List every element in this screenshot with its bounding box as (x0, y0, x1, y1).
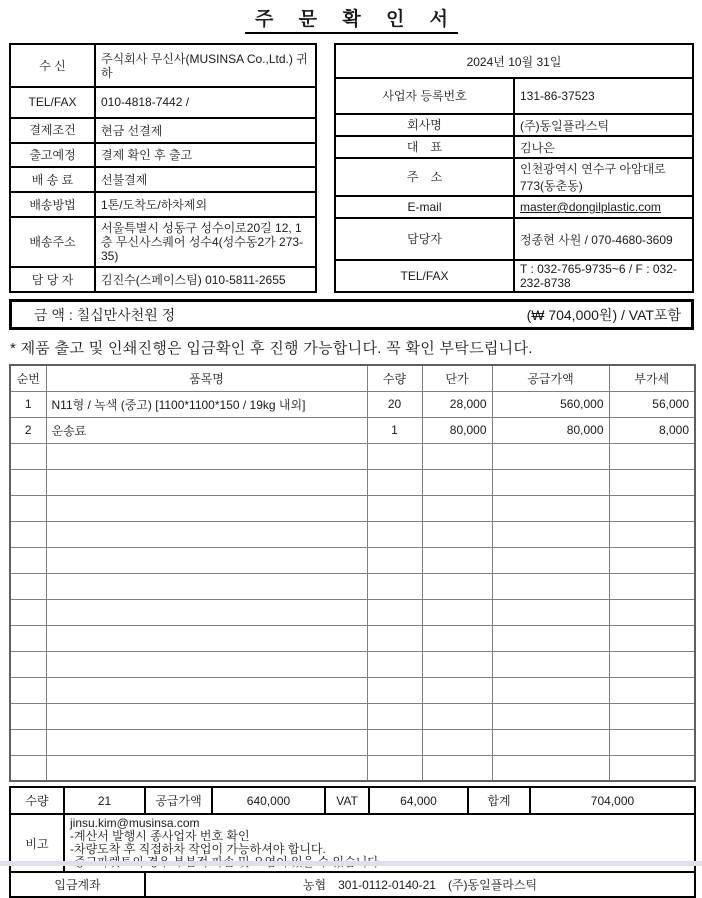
table-row (335, 44, 693, 78)
item-row-empty (10, 755, 695, 781)
empty-cell (492, 521, 609, 547)
empty-cell (422, 625, 492, 651)
summary-qty-value: 21 (64, 787, 145, 814)
summary-supply-value: 640,000 (212, 787, 325, 814)
empty-cell (492, 703, 609, 729)
empty-cell (10, 677, 46, 703)
empty-cell (609, 443, 695, 469)
shipping-schedule-value: 결제 확인 후 출고 (95, 143, 316, 168)
table-row (10, 118, 316, 143)
business-number-value: 131-86-37523 (514, 78, 693, 114)
items-tbody (10, 391, 695, 781)
empty-cell (367, 547, 422, 573)
empty-cell (10, 729, 46, 755)
item-row (10, 391, 695, 417)
shipping-fee-value: 선불결제 (95, 167, 316, 192)
recipient-info-table (9, 43, 317, 293)
empty-cell (367, 599, 422, 625)
amount-numeric: (₩ 704,000원) / VAT포함 (526, 306, 681, 323)
empty-cell (46, 755, 367, 781)
table-row (10, 44, 316, 87)
column-header-qty: 수량 (367, 365, 422, 391)
empty-cell (46, 443, 367, 469)
field-label: TEL/FAX (335, 260, 514, 292)
header-info-section (9, 43, 694, 293)
empty-cell (10, 547, 46, 573)
recipient-name-value: 주식회사 무신사(MUSINSA Co.,Ltd.) 귀하 (95, 44, 316, 87)
remarks-label: 비고 (10, 814, 64, 872)
empty-cell (422, 729, 492, 755)
field-label: 결제조건 (10, 118, 95, 143)
bottom-edge-strip (0, 861, 702, 866)
field-label: 출고예정 (10, 143, 95, 168)
empty-cell (10, 573, 46, 599)
item-name: N11형 / 녹색 (중고) [1100*1100*150 / 19kg 내외] (46, 391, 367, 417)
summary-total-label: 합계 (468, 787, 530, 814)
empty-cell (10, 599, 46, 625)
empty-cell (609, 729, 695, 755)
empty-cell (422, 755, 492, 781)
table-row (335, 260, 693, 292)
empty-cell (367, 755, 422, 781)
summary-qty-label: 수량 (10, 787, 64, 814)
empty-cell (422, 677, 492, 703)
supplier-contact-value: 정종현 사원 / 070-4680-3609 (514, 218, 693, 260)
empty-cell (609, 755, 695, 781)
column-header-supply-amount: 공급가액 (492, 365, 609, 391)
empty-cell (422, 547, 492, 573)
empty-cell (492, 729, 609, 755)
item-unit-price: 28,000 (422, 391, 492, 417)
items-table (9, 364, 696, 782)
company-name-value: (주)동일플라스틱 (514, 114, 693, 136)
summary-vat-label: VAT (325, 787, 369, 814)
empty-cell (422, 651, 492, 677)
empty-cell (10, 755, 46, 781)
account-label: 입금계좌 (10, 872, 145, 897)
empty-cell (367, 443, 422, 469)
empty-cell (367, 651, 422, 677)
empty-cell (46, 599, 367, 625)
empty-cell (367, 573, 422, 599)
empty-cell (492, 443, 609, 469)
empty-cell (46, 625, 367, 651)
summary-vat-value: 64,000 (369, 787, 468, 814)
field-label: 주 소 (335, 158, 514, 196)
email-cell (514, 196, 693, 218)
table-row (335, 218, 693, 260)
empty-cell (46, 521, 367, 547)
empty-cell (46, 547, 367, 573)
empty-cell (492, 755, 609, 781)
table-row (335, 114, 693, 136)
item-row-empty (10, 547, 695, 573)
empty-cell (422, 469, 492, 495)
column-header-vat: 부가세 (609, 365, 695, 391)
item-no: 2 (10, 417, 46, 443)
item-qty: 20 (367, 391, 422, 417)
field-label: 배송주소 (10, 217, 95, 267)
empty-cell (46, 677, 367, 703)
remarks-line: -차량도착 후 직접하차 작업이 가능하셔야 합니다. (70, 842, 326, 856)
empty-cell (46, 573, 367, 599)
item-name: 운송료 (46, 417, 367, 443)
item-row-empty (10, 573, 695, 599)
field-label: 수 신 (10, 44, 95, 87)
title-wrap (9, 4, 694, 34)
notice-text: * 제품 출고 및 인쇄진행은 입금확인 후 진행 가능합니다. 꼭 확인 부탁드립니다. (10, 340, 533, 357)
account-value: 농협 301-0112-0140-21 (주)동일플라스틱 (145, 872, 695, 897)
table-row (335, 78, 693, 114)
document-date: 2024년 10월 31일 (335, 44, 693, 78)
table-row (335, 136, 693, 158)
table-row (335, 158, 693, 196)
empty-cell (492, 495, 609, 521)
item-row-empty (10, 443, 695, 469)
empty-cell (609, 599, 695, 625)
item-row-empty (10, 729, 695, 755)
summary-total-value: 704,000 (530, 787, 695, 814)
empty-cell (367, 521, 422, 547)
empty-cell (367, 469, 422, 495)
table-row (335, 196, 693, 218)
account-row (10, 872, 695, 897)
empty-cell (10, 495, 46, 521)
empty-cell (10, 625, 46, 651)
item-row (10, 417, 695, 443)
table-row (10, 267, 316, 292)
empty-cell (492, 625, 609, 651)
empty-cell (609, 495, 695, 521)
item-supply-amount: 80,000 (492, 417, 609, 443)
amount-in-words: 금 액 : 칠십만사천원 정 (34, 306, 176, 323)
item-row-empty (10, 521, 695, 547)
empty-cell (46, 469, 367, 495)
table-row (10, 217, 316, 267)
empty-cell (367, 625, 422, 651)
item-no: 1 (10, 391, 46, 417)
empty-cell (492, 547, 609, 573)
supplier-email-link[interactable]: master@dongilplastic.com (520, 200, 661, 214)
shipping-address-value: 서울특별시 성동구 성수이로20길 12, 1층 무신사스퀘어 성수4(성수동2가 273-35) (95, 217, 316, 267)
column-header-no: 순번 (10, 365, 46, 391)
empty-cell (609, 469, 695, 495)
shipping-method-value: 1톤/도착도/하차제외 (95, 192, 316, 217)
field-label: 회사명 (335, 114, 514, 136)
empty-cell (367, 703, 422, 729)
empty-cell (10, 469, 46, 495)
empty-cell (367, 677, 422, 703)
field-label: TEL/FAX (10, 87, 95, 117)
empty-cell (492, 599, 609, 625)
item-unit-price: 80,000 (422, 417, 492, 443)
totals-table (9, 786, 696, 898)
supplier-address-value: 인천광역시 연수구 아암대로 773(동춘동) (514, 158, 693, 196)
summary-row (10, 787, 695, 814)
page-title: 주 문 확 인 서 (245, 4, 458, 34)
empty-cell (46, 651, 367, 677)
empty-cell (10, 651, 46, 677)
table-row (10, 143, 316, 168)
item-supply-amount: 560,000 (492, 391, 609, 417)
empty-cell (422, 573, 492, 599)
empty-cell (609, 677, 695, 703)
items-header-row (10, 365, 695, 391)
supplier-telfax-value: T : 032-765-9735~6 / F : 032-232-8738 (514, 260, 693, 292)
table-row (10, 192, 316, 217)
item-row-empty (10, 495, 695, 521)
item-row-empty (10, 651, 695, 677)
recipient-telfax-value: 010-4818-7442 / (95, 87, 316, 117)
empty-cell (609, 625, 695, 651)
empty-cell (10, 703, 46, 729)
empty-cell (46, 729, 367, 755)
empty-cell (609, 651, 695, 677)
column-header-item-name: 품목명 (46, 365, 367, 391)
empty-cell (367, 495, 422, 521)
field-label: 대 표 (335, 136, 514, 158)
total-amount-box (9, 299, 694, 330)
empty-cell (10, 443, 46, 469)
empty-cell (367, 729, 422, 755)
field-label: 배 송 료 (10, 167, 95, 192)
field-label: 담 당 자 (10, 267, 95, 292)
remarks-line: jinsu.kim@musinsa.com (70, 816, 200, 830)
supplier-info-table (334, 43, 694, 293)
empty-cell (609, 521, 695, 547)
item-row-empty (10, 469, 695, 495)
empty-cell (492, 651, 609, 677)
empty-cell (492, 469, 609, 495)
empty-cell (422, 495, 492, 521)
field-label: E-mail (335, 196, 514, 218)
item-row-empty (10, 599, 695, 625)
item-vat: 8,000 (609, 417, 695, 443)
item-vat: 56,000 (609, 391, 695, 417)
item-row-empty (10, 625, 695, 651)
empty-cell (609, 573, 695, 599)
field-label: 사업자 등록번호 (335, 78, 514, 114)
empty-cell (422, 443, 492, 469)
empty-cell (46, 495, 367, 521)
ceo-name-value: 김나은 (514, 136, 693, 158)
summary-supply-label: 공급가액 (145, 787, 212, 814)
table-row (10, 87, 316, 117)
empty-cell (10, 521, 46, 547)
remarks-line: -계산서 발행시 종사업자 번호 확인 (70, 829, 250, 843)
table-row (10, 167, 316, 192)
column-header-unit-price: 단가 (422, 365, 492, 391)
recipient-contact-value: 김진수(스페이스팀) 010-5811-2655 (95, 267, 316, 292)
payment-terms-value: 현금 선결제 (95, 118, 316, 143)
empty-cell (422, 599, 492, 625)
item-qty: 1 (367, 417, 422, 443)
empty-cell (609, 547, 695, 573)
empty-cell (46, 703, 367, 729)
empty-cell (492, 573, 609, 599)
empty-cell (492, 677, 609, 703)
empty-cell (422, 703, 492, 729)
empty-cell (422, 521, 492, 547)
field-label: 담당자 (335, 218, 514, 260)
item-row-empty (10, 703, 695, 729)
item-row-empty (10, 677, 695, 703)
empty-cell (609, 703, 695, 729)
field-label: 배송방법 (10, 192, 95, 217)
